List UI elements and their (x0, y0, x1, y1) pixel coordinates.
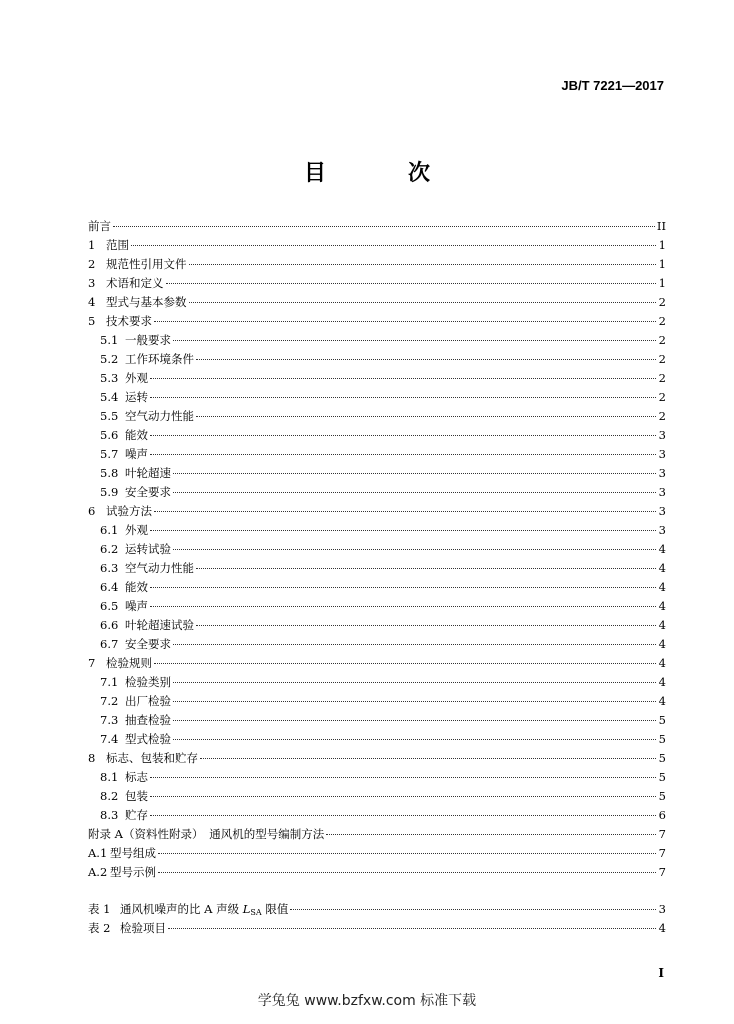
toc-entry[interactable] (88, 864, 666, 883)
toc-entry[interactable] (88, 465, 666, 484)
toc-entry-label: 型号示例 (110, 865, 156, 879)
toc-entry-label: 出厂检验 (125, 694, 171, 708)
dot-leader (150, 815, 656, 816)
toc-entry[interactable] (88, 503, 666, 522)
toc-entry-label: 试验方法 (106, 504, 152, 518)
toc-entry-number: 6.6 (100, 618, 119, 632)
dot-leader (326, 834, 656, 835)
toc-entry[interactable] (88, 750, 666, 769)
dot-leader (173, 644, 656, 645)
toc-entry-page: 3 (658, 428, 666, 442)
symbol-letter: L (242, 902, 251, 916)
toc-entry-number: 7.3 (100, 713, 119, 727)
toc-entry-number: 8.3 (100, 808, 119, 822)
toc-entry-page: II (656, 219, 666, 233)
dot-leader (173, 492, 656, 493)
toc-entry-page: 4 (658, 542, 666, 556)
toc-entry[interactable] (88, 788, 666, 807)
toc-entry-number: 5.5 (100, 409, 119, 423)
toc-entry-label: 一般要求 (125, 333, 171, 347)
dot-leader (150, 606, 656, 607)
toc-entry[interactable] (88, 389, 666, 408)
toc-entry-number: 6.5 (100, 599, 119, 613)
toc-entry-number: 7.1 (100, 675, 119, 689)
toc-entry-number: 8.2 (100, 789, 119, 803)
dot-leader (189, 264, 657, 265)
dot-leader (154, 321, 656, 322)
toc-entry[interactable] (88, 579, 666, 598)
toc-entry-label: 空气动力性能 (125, 409, 194, 423)
toc-entry-page: 2 (658, 352, 666, 366)
toc-entry-number: 6.3 (100, 561, 119, 575)
toc-entry-number: 5.7 (100, 447, 119, 461)
toc-entry-page: 4 (658, 561, 666, 575)
toc-entry-page: 1 (658, 238, 666, 252)
dot-leader (290, 909, 656, 910)
toc-entry-page: 4 (658, 694, 666, 708)
dot-leader (158, 853, 656, 854)
dot-leader (196, 416, 656, 417)
dot-leader (150, 397, 656, 398)
toc-entry-label: 术语和定义 (106, 276, 164, 290)
toc-entry[interactable] (88, 313, 666, 332)
toc-entry-page: 7 (658, 827, 666, 841)
dot-leader (173, 549, 656, 550)
toc-entry-page: 4 (658, 656, 666, 670)
toc-entry-page: 4 (658, 637, 666, 651)
toc-entry-page: 4 (658, 618, 666, 632)
toc-entry[interactable] (88, 560, 666, 579)
dot-leader (158, 872, 656, 873)
toc-entry-number: A.2 (88, 865, 108, 879)
toc-entry[interactable] (88, 370, 666, 389)
toc-entry[interactable] (88, 598, 666, 617)
toc-entry-number: 表 1 (88, 902, 111, 916)
dot-leader (131, 245, 656, 246)
toc-entry-page: 2 (658, 314, 666, 328)
toc-entry-label: 范围 (106, 238, 129, 252)
toc-entry[interactable] (88, 617, 666, 636)
toc-entry-label: 检验项目 (120, 921, 166, 935)
toc-entry-page: 4 (658, 580, 666, 594)
toc-entry[interactable] (88, 541, 666, 560)
toc-entry-number: 5.2 (100, 352, 119, 366)
dot-leader (154, 663, 656, 664)
toc-entry-number: 6.1 (100, 523, 119, 537)
toc-entry-label: 型号组成 (110, 846, 156, 860)
toc-entry[interactable] (88, 427, 666, 446)
toc-entry[interactable] (88, 351, 666, 370)
toc-entry-number: 2 (88, 257, 96, 271)
toc-entry[interactable] (88, 636, 666, 655)
toc-entry-number: 7.4 (100, 732, 119, 746)
toc-entry-page: 7 (658, 865, 666, 879)
toc-entry-label: 型式与基本参数 (106, 295, 187, 309)
document-code: JB/T 7221—2017 (561, 78, 664, 93)
toc-entry-label: 运转试验 (125, 542, 171, 556)
toc-entry-label: 外观 (125, 371, 148, 385)
toc-entry-label: 标志 (125, 770, 148, 784)
dot-leader (150, 435, 656, 436)
toc-entry-number: 表 2 (88, 921, 111, 935)
toc-entry-label: 能效 (125, 428, 148, 442)
toc-entry-page: 3 (658, 466, 666, 480)
toc-entry-number: 5.9 (100, 485, 119, 499)
dot-leader (173, 720, 656, 721)
toc-entry[interactable] (88, 294, 666, 313)
toc-entry-number: 6.2 (100, 542, 119, 556)
toc-entry[interactable] (88, 845, 666, 864)
toc-entry-number: 3 (88, 276, 96, 290)
toc-entry-label: 标志、包装和贮存 (106, 751, 198, 765)
toc-entry-page: 5 (658, 732, 666, 746)
dot-leader (173, 682, 656, 683)
toc-entry-number: 7 (88, 656, 96, 670)
toc-entry-label: 规范性引用文件 (106, 257, 187, 271)
table-of-contents (88, 218, 666, 939)
toc-entry-label (120, 901, 288, 917)
toc-entry-page: 4 (658, 599, 666, 613)
dot-leader (166, 283, 657, 284)
toc-entry[interactable] (88, 237, 666, 256)
toc-entry-page: 2 (658, 371, 666, 385)
toc-entry-number: 5.1 (100, 333, 119, 347)
toc-entry-number: 1 (88, 238, 96, 252)
toc-entry-label: 贮存 (125, 808, 148, 822)
toc-entry-label: 叶轮超速试验 (125, 618, 194, 632)
toc-entry-page: 5 (658, 789, 666, 803)
symbol-subscript: SA (250, 908, 262, 917)
dot-leader (200, 758, 656, 759)
toc-entry-label-text: 通风机噪声的比 A 声级 (120, 902, 243, 916)
toc-entry-label: 技术要求 (106, 314, 152, 328)
page-number: I (658, 966, 664, 980)
toc-entry-page: 4 (658, 675, 666, 689)
dot-leader (196, 568, 656, 569)
toc-entry-number: A.1 (88, 846, 108, 860)
toc-entry[interactable] (88, 731, 666, 750)
toc-entry-label-text: 限值 (261, 902, 289, 916)
toc-entry[interactable] (88, 522, 666, 541)
dot-leader (196, 625, 656, 626)
toc-entry-page: 5 (658, 770, 666, 784)
toc-entry-label: 检验规则 (106, 656, 152, 670)
toc-entry[interactable] (88, 920, 666, 939)
toc-entry-number: 5.8 (100, 466, 119, 480)
toc-entry[interactable] (88, 901, 666, 920)
watermark-text: 学兔兔 www.bzfxw.com 标准下载 (257, 993, 477, 1009)
dot-leader (150, 378, 656, 379)
toc-entry-label: 叶轮超速 (125, 466, 171, 480)
page-title: 目 次 (303, 161, 460, 186)
dot-leader (173, 473, 656, 474)
toc-entry-page: 3 (658, 485, 666, 499)
toc-entry-number: 6.4 (100, 580, 119, 594)
dot-leader (150, 454, 656, 455)
toc-entry-number: 6 (88, 504, 96, 518)
dot-leader (113, 226, 655, 227)
dot-leader (150, 587, 656, 588)
toc-entry-label: 前言 (88, 219, 111, 233)
toc-entry-number: 8.1 (100, 770, 119, 784)
toc-entry[interactable] (88, 218, 666, 237)
toc-entry-page: 3 (658, 523, 666, 537)
toc-entry[interactable] (88, 693, 666, 712)
toc-entry-label: 外观 (125, 523, 148, 537)
toc-entry-label: 噪声 (125, 447, 148, 461)
dot-leader (173, 739, 656, 740)
toc-entry-number: 4 (88, 295, 96, 309)
toc-entry[interactable] (88, 807, 666, 826)
toc-entry-number: 6.7 (100, 637, 119, 651)
toc-entry-label: 空气动力性能 (125, 561, 194, 575)
toc-entry[interactable] (88, 484, 666, 503)
dot-leader (150, 777, 656, 778)
toc-entry-page: 2 (658, 333, 666, 347)
toc-entry-label: 包装 (125, 789, 148, 803)
toc-entry-page: 3 (658, 902, 666, 916)
dot-leader (196, 359, 656, 360)
dot-leader (173, 701, 656, 702)
toc-entry-label: 能效 (125, 580, 148, 594)
toc-entry-number: 5.3 (100, 371, 119, 385)
toc-entry[interactable] (88, 712, 666, 731)
dot-leader (168, 928, 656, 929)
toc-entry-number: 8 (88, 751, 96, 765)
toc-entry-page: 3 (658, 504, 666, 518)
toc-entry-page: 4 (658, 921, 666, 935)
toc-entry-page: 3 (658, 447, 666, 461)
toc-entry-label: 抽查检验 (125, 713, 171, 727)
toc-entry-label: 运转 (125, 390, 148, 404)
toc-entry-page: 5 (658, 713, 666, 727)
toc-entry[interactable] (88, 256, 666, 275)
dot-leader (189, 302, 657, 303)
toc-entry-page: 2 (658, 409, 666, 423)
toc-entry[interactable] (88, 446, 666, 465)
toc-entry-page: 5 (658, 751, 666, 765)
dot-leader (150, 530, 656, 531)
toc-entry-page: 6 (658, 808, 666, 822)
toc-entry[interactable] (88, 332, 666, 351)
toc-entry[interactable] (88, 655, 666, 674)
toc-entry[interactable] (88, 408, 666, 427)
toc-entry[interactable] (88, 769, 666, 788)
toc-entry-page: 2 (658, 390, 666, 404)
toc-entry-number: 5 (88, 314, 96, 328)
toc-entry[interactable] (88, 674, 666, 693)
toc-entry-number: 5.4 (100, 390, 119, 404)
toc-entry-number: 5.6 (100, 428, 119, 442)
toc-entry-label: 安全要求 (125, 485, 171, 499)
toc-entry-label: 型式检验 (125, 732, 171, 746)
toc-entry[interactable] (88, 826, 666, 845)
toc-entry-page: 2 (658, 295, 666, 309)
toc-entry-page: 7 (658, 846, 666, 860)
toc-entry-label: 检验类别 (125, 675, 171, 689)
dot-leader (150, 796, 656, 797)
toc-entry-label: 附录 A（资料性附录） 通风机的型号编制方法 (88, 827, 325, 841)
toc-entry-label: 安全要求 (125, 637, 171, 651)
toc-entry-number: 7.2 (100, 694, 119, 708)
dot-leader (173, 340, 656, 341)
toc-entry-page: 1 (658, 276, 666, 290)
toc-entry-label: 工作环境条件 (125, 352, 194, 366)
toc-entry-page: 1 (658, 257, 666, 271)
dot-leader (154, 511, 656, 512)
toc-entry-label: 噪声 (125, 599, 148, 613)
toc-entry[interactable] (88, 275, 666, 294)
